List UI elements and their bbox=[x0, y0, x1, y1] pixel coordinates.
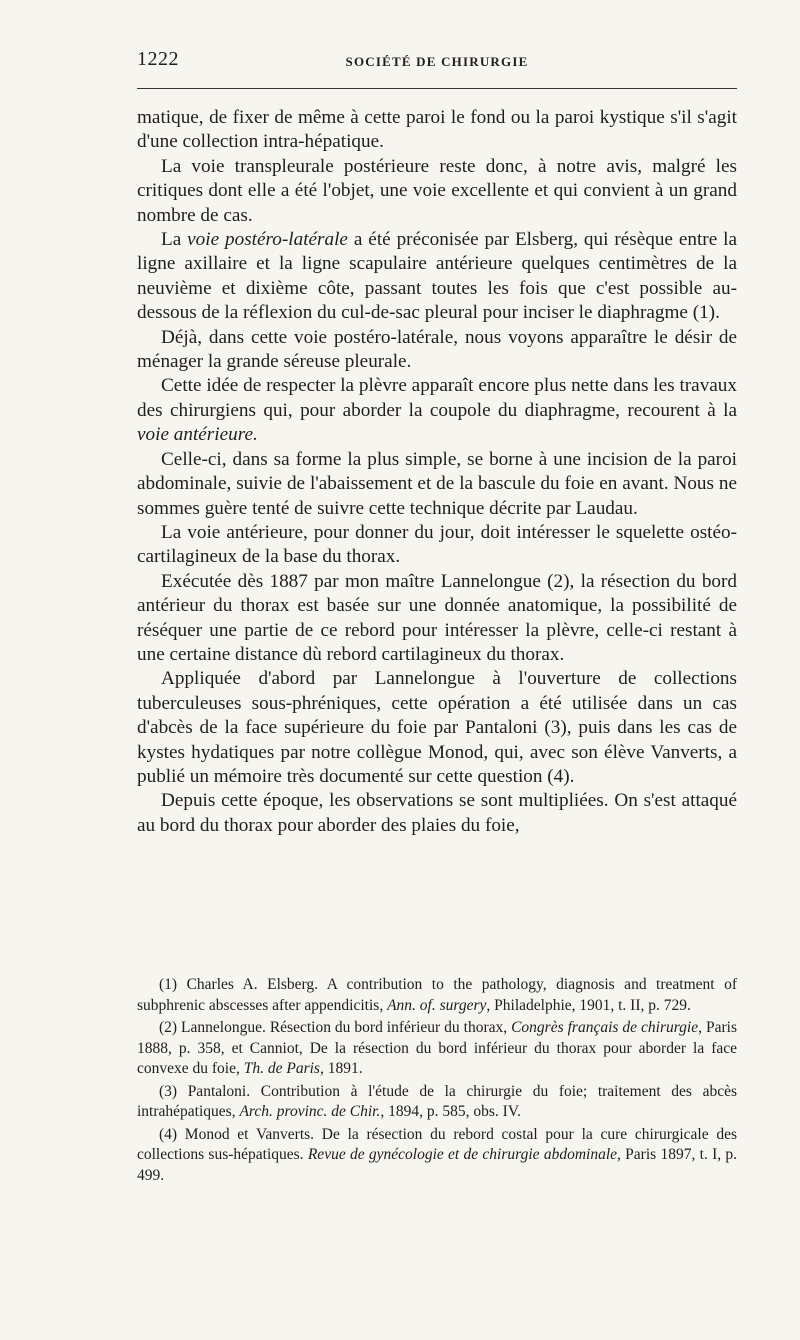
paragraph-9: Appliquée d'abord par Lannelongue à l'ouverture de collections tuberculeuses sous-phréniques, cette opération a été utilisée dans un cas d'abcès de la face supérieure du foie par Pantaloni (3), puis dans les cas de kystes hydatiques par notre collègue Monod, qui, avec son élève Vanverts, a publié un mémoire très documenté sur cette question (4). bbox=[137, 668, 737, 787]
text-run: La bbox=[161, 229, 188, 251]
body-text bbox=[137, 106, 737, 838]
paragraph-10: Depuis cette époque, les observations se sont multipliées. On s'est attaqué au bord du thorax pour aborder des plaies du foie, bbox=[137, 790, 737, 836]
text-run: (1) Charles A. Elsberg. A contribution to the pathology, diagnosis and treatment of subphrenic abscesses after appendicitis, bbox=[137, 976, 737, 1014]
paragraph-8: Exécutée dès 1887 par mon maître Lannelongue (2), la résection du bord antérieur du thorax est basée sur une donnée anatomique, la possibilité de réséquer une partie de ce rebord pour intéresser la plèvre, celle-ci restant à une certaine distance dù rebord cartilagineux du thorax. bbox=[137, 570, 737, 665]
paragraph-7: La voie antérieure, pour donner du jour, doit intéresser le squelette ostéo-cartilagineux de la base du thorax. bbox=[137, 521, 737, 568]
text-run: (3) Pantaloni. Contribution à l'étude de la chirurgie du foie; traitement des abcès intrahépatiques, bbox=[137, 1082, 737, 1120]
paragraph-4: Déjà, dans cette voie postéro-latérale, nous voyons apparaître le désir de ménager la grande séreuse pleurale. bbox=[137, 326, 737, 373]
text-run: Cette idée de respecter la plèvre apparaît encore plus nette dans les travaux des chirurgiens qui, pour aborder la coupole du diaphragme, recourent à la bbox=[137, 375, 737, 421]
paragraph-2: La voie transpleurale postérieure reste donc, à notre avis, malgré les critiques dont elle a été l'objet, une voie excellente et qui convient à un grand nombre de cas. bbox=[137, 155, 737, 226]
paragraph-1: matique, de fixer de même à cette paroi le fond ou la paroi kystique s'il s'agit d'une collection intra-hépatique. bbox=[137, 107, 737, 153]
page-header bbox=[137, 44, 737, 74]
italic-citation: Congrès français de chirurgie bbox=[511, 1019, 699, 1036]
header-rule bbox=[137, 88, 737, 89]
italic-citation: Arch. provinc. de Chir. bbox=[239, 1103, 381, 1120]
text-run: (4) Monod et Vanverts. De la résection du rebord costal pour la cure chirurgicale des collections sus-hépatiques. bbox=[137, 1125, 737, 1163]
paragraph-3 bbox=[137, 228, 737, 326]
footnote-2 bbox=[137, 1018, 737, 1080]
footnote-1 bbox=[137, 975, 737, 1016]
text-run: , 1894, p. 585, obs. IV. bbox=[380, 1103, 521, 1120]
paragraph-6: Celle-ci, dans sa forme la plus simple, se borne à une incision de la paroi abdominale, suivie de l'abaissement et de la bascule du foie en avant. Nous ne sommes guère tenté de suivre cette technique décrite par Laudau. bbox=[137, 448, 737, 519]
text-run: (2) Lannelongue. Résection du bord inférieur du thorax, bbox=[159, 1019, 512, 1036]
italic-citation: Ann. of. surgery bbox=[387, 996, 487, 1014]
footnote-4 bbox=[137, 1125, 737, 1187]
paragraph-5 bbox=[137, 374, 737, 447]
text-run: , 1891. bbox=[319, 1060, 363, 1077]
italic-term: voie postéro-latérale bbox=[187, 229, 348, 251]
text-run: a été préconisée par Elsberg, qui résèque entre la ligne axillaire et la ligne scapulaire antérieure quelques centimètres de la neuvième et dixième côte, passant toutes les fois que c'est possible au-dessous de la réflexion du cul-de-sac pleural pour inciser le diaphragme (1). bbox=[137, 229, 737, 324]
text-run: , Philadelphie, 1901, t. II, p. 729. bbox=[486, 996, 691, 1014]
footnotes bbox=[137, 975, 737, 1188]
text-run: , Paris 1888, p. 358, et Canniot, De la résection du bord inférieur du thorax pour aborder la face convexe du foie, bbox=[137, 1019, 737, 1077]
italic-term: voie antérieure. bbox=[137, 424, 258, 446]
italic-citation: Th. de Paris bbox=[243, 1060, 320, 1077]
running-head: SOCIÉTÉ DE CHIRURGIE bbox=[345, 54, 529, 69]
footnote-3 bbox=[137, 1082, 737, 1123]
page-number: 1222 bbox=[137, 48, 179, 70]
text-run: , Paris 1897, t. I, p. 499. bbox=[137, 1146, 738, 1184]
italic-citation: Revue de gynécologie et de chirurgie abdominale bbox=[307, 1146, 618, 1163]
